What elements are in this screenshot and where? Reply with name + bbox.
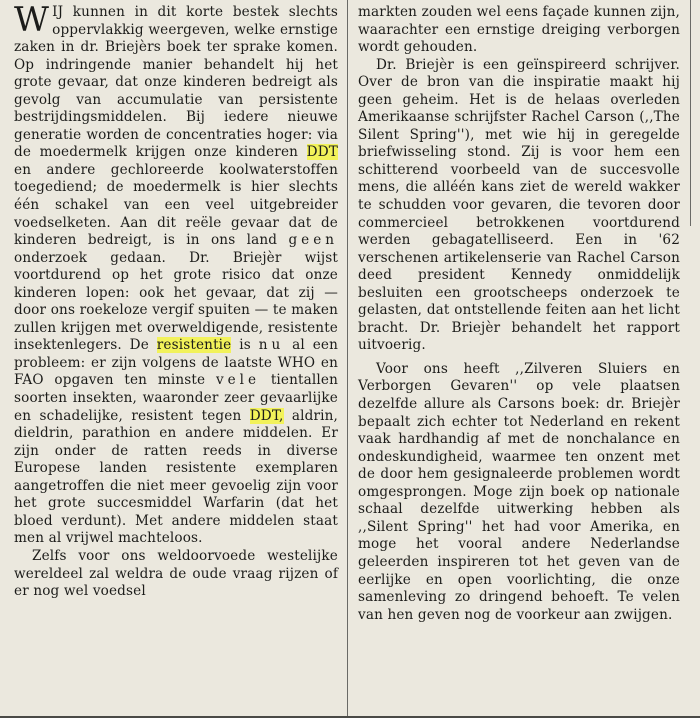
text-run: tientallen soorten insekten, waaronder zeer gevaarlijke en schadelijke, resistent tegen [14, 372, 338, 424]
column-divider [347, 0, 348, 718]
highlight-resistentie: resistentie [156, 337, 232, 354]
right-paragraph-1: markten zouden wel eens façade kunnen zijn, waarachter een ernstige dreiging verborgen wordt gehouden. [358, 4, 680, 56]
left-column [6, 0, 342, 718]
text-run: IJ kunnen in dit korte bestek slechts oppervlakkig weergeven, welke ernstige zaken in dr. Briejèrs boek ter sprake komen. Op indringende manier behandelt hij het grote gevaar, dat onze kinderen bedreigt als gevolg van accumulatie van persistente bestrijdingsmiddelen. Bij iedere nieuwe generatie worden de concentraties hoger: via de moedermelk krijgen onze kinderen [14, 4, 338, 161]
right-paragraph-3: Voor ons heeft ,,Zilveren Sluiers en Verborgen Gevaren'' op vele plaatsen dezelfde allure als Carsons boek: dr. Briejèr bepaalt zich echter tot Nederland en rekent vaak hardhandig af met de nonchalance en ondeskundigheid, waarmee ten onzent met de door hem gesignaleerde problemen wordt omgesprongen. Moge zijn boek op nationale schaal dezelfde uitwerking hebben als ,,Silent Spring'' het had voor Amerika, en moge het vooral andere Nederlandse geleerden inspireren tot het geven van de eerlijke en open voorlichting, die onze samenleving zo dringend behoeft. Te velen van hen geven nog de voorkeur aan zwijgen. [358, 360, 680, 623]
spaced-emphasis-vele: vele [215, 372, 261, 389]
highlight-ddt-2: DDT, [249, 407, 284, 424]
spaced-emphasis-nu: nu [258, 337, 285, 354]
text-run: onderzoek gedaan. Dr. Briejèr wijst voortdurend op het grote risico dat onze kinderen lopen: ook het gevaar, dat zij — door ons roekeloze vergif spuiten — te maken zullen krijgen met overweldigende, resistente insektenlegers. De [14, 249, 338, 354]
right-paragraph-2: Dr. Briejèr is een geïnspireerd schrijver. Over de bron van die inspiratie maakt hij geen geheim. Het is de helaas overleden Amerikaanse schrijfster Rachel Carson (,,The Silent Spring''), met wie hij in geregelde briefwisseling stond. Zij is voor hem een schitterend voorbeeld van de succesvolle mens, die alléén kans ziet de wereld wakker te schudden voor gevaren, die tevoren door commercieel betrokkenen voortdurend werden gebagatelliseerd. Een in '62 verschenen artikelenserie van Rachel Carson deed president Kennedy onmiddelijk besluiten een grootscheeps onderzoek te gelasten, dat ontstellende feiten aan het licht bracht. Dr. Briejèr behandelt het rapport uitvoerig. [358, 56, 680, 354]
left-paragraph-2: Zelfs voor ons weldoorvoede westelijke wereldeel zal weldra de oude vraag rijzen of er nog wel voedsel [14, 547, 338, 600]
text-run: al een probleem: er zijn volgens de laatste WHO en FAO opgaven ten minste [14, 337, 338, 389]
spaced-emphasis-geen: geen [288, 232, 338, 249]
drop-cap: W [14, 0, 50, 40]
right-column [352, 4, 688, 718]
text-run: en andere gechloreerde koolwaterstoffen toegediend; de moedermelk is hier slechts één schakel van een veel uitgebreider voedselketen. Aan dit reële gevaar dat de kinderen bedreigt, is in ons land [14, 161, 338, 249]
outer-border [690, 0, 691, 226]
text-run: is [231, 337, 259, 354]
left-paragraph-1 [14, 0, 338, 548]
highlight-ddt-1: DDT [306, 144, 338, 161]
text-run: aldrin, dieldrin, parathion en andere middelen. Er zijn onder de ratten reeds in diverse Europese landen resistente exemplaren aangetroffen die niet meer gevoelig zijn voor het grote succesmiddel Warfarin (dat het bloed verdunt). Met andere middelen staat men al vrijwel machteloos. [14, 407, 338, 547]
